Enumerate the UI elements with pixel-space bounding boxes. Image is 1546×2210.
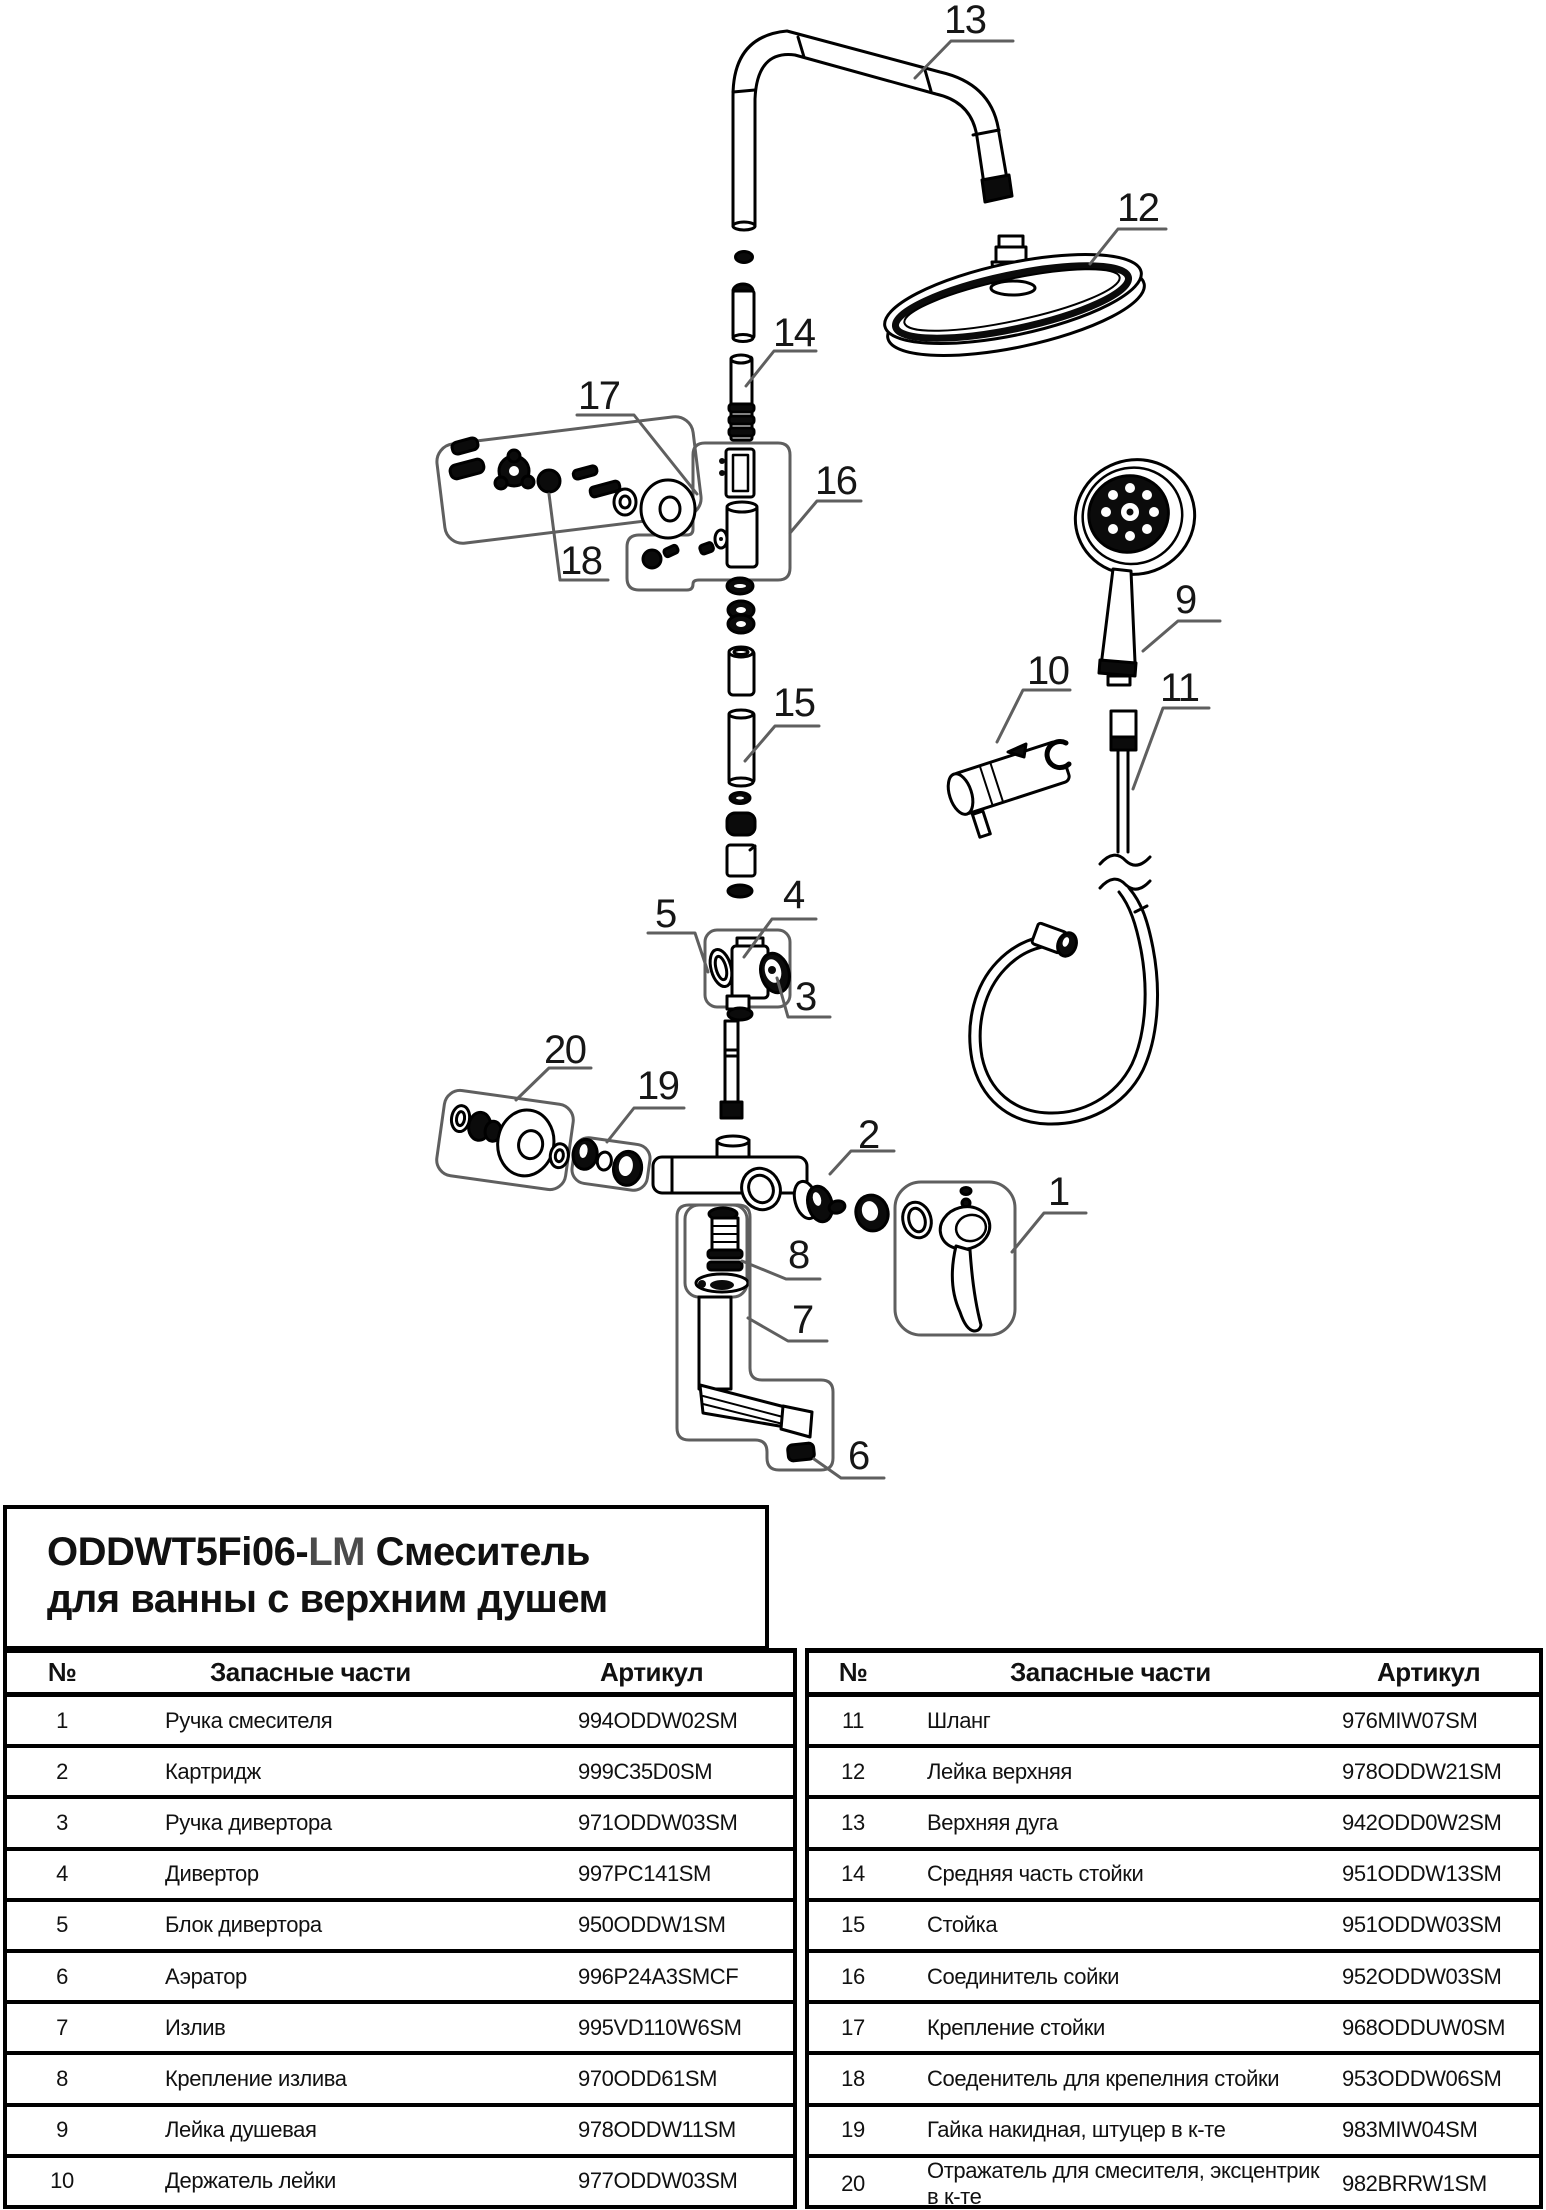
callout-8-label: 8 (788, 1233, 809, 1277)
callout-1-label: 1 (1048, 1170, 1069, 1214)
cell-article: 953ODDW06SM (1342, 2065, 1502, 2091)
cell-part: Средняя часть стойки (927, 1861, 1144, 1887)
header-article: Артикул (1377, 1657, 1481, 1687)
cell-num: 10 (50, 2168, 74, 2194)
cell-article: 978ODDW11SM (578, 2117, 736, 2143)
product-title-line1 (7, 1509, 765, 1576)
callout-10-label: 10 (1027, 649, 1069, 693)
cell-article: 951ODDW03SM (1342, 1912, 1502, 1938)
table-header (809, 1653, 1539, 1697)
callout-9-label: 9 (1175, 578, 1196, 622)
callout-16-label: 16 (815, 459, 857, 503)
table-row (7, 2107, 793, 2158)
aerator-part (787, 1443, 815, 1462)
callout-7-label: 7 (792, 1298, 813, 1342)
cell-num: 6 (56, 1963, 68, 1989)
union-nut-group (569, 1136, 652, 1192)
parts-table-left (3, 1648, 797, 2209)
cell-part: Крепление стойки (927, 2014, 1105, 2040)
callout-4-label: 4 (783, 873, 804, 917)
cell-article: 994ODDW02SM (578, 1707, 738, 1733)
cell-article: 952ODDW03SM (1342, 1963, 1502, 1989)
cell-num: 7 (56, 2014, 68, 2040)
cell-article: 982BRRW1SM (1342, 2170, 1487, 2196)
parts-table-right (805, 1648, 1543, 2209)
callout-19-label: 19 (637, 1064, 679, 1108)
cell-part: Верхняя дуга (927, 1809, 1058, 1835)
cell-num: 9 (56, 2117, 68, 2143)
stand-tube-part (727, 710, 755, 897)
cell-num: 5 (56, 1912, 68, 1938)
overhead-shower-part (877, 236, 1151, 373)
table-row (809, 1748, 1539, 1799)
cell-part: Дивертор (165, 1861, 259, 1887)
product-code-suffix: LM (308, 1530, 365, 1574)
cell-part: Шланг (927, 1707, 991, 1733)
table-row (7, 2055, 793, 2106)
cell-part: Излив (165, 2014, 226, 2040)
table-row (809, 1953, 1539, 2004)
cell-part: Ручка дивертора (165, 1809, 332, 1835)
header-part: Запасные части (210, 1657, 411, 1687)
cell-article: 995VD110W6SM (578, 2014, 742, 2040)
cell-num: 13 (841, 1809, 865, 1835)
callout-18-label: 18 (560, 539, 602, 583)
cell-num: 17 (841, 2014, 865, 2040)
cell-part: Аэратор (165, 1963, 247, 1989)
cell-article: 983MIW04SM (1342, 2117, 1478, 2143)
cell-num: 18 (841, 2065, 865, 2091)
stand-orings (727, 578, 754, 695)
cell-num: 12 (841, 1758, 865, 1784)
table-row (809, 1697, 1539, 1748)
cell-part: Гайка накидная, штуцер в к-те (927, 2117, 1226, 2143)
cell-num: 14 (841, 1861, 865, 1887)
cell-part: Соединитель сойки (927, 1963, 1120, 1989)
header-part: Запасные части (1010, 1657, 1211, 1687)
cell-article: 978ODDW21SM (1342, 1758, 1502, 1784)
middle-stand-part (729, 355, 754, 440)
cartridge-part (790, 1179, 892, 1235)
callout-12-label: 12 (1117, 186, 1159, 230)
table-row (7, 2158, 793, 2209)
table-row (809, 2004, 1539, 2055)
cell-num: 8 (56, 2065, 68, 2091)
hand-shower-part (1059, 443, 1211, 685)
callout-13-label: 13 (944, 0, 986, 42)
cell-article: 997PC141SM (578, 1861, 711, 1887)
callout-6-label: 6 (848, 1434, 869, 1478)
escutcheon-group (435, 1088, 576, 1191)
header-num: № (838, 1657, 868, 1687)
callout-3-label: 3 (795, 975, 816, 1019)
cell-article: 950ODDW1SM (578, 1912, 726, 1938)
mixer-handle-group (895, 1182, 1015, 1335)
table-row (809, 2055, 1539, 2106)
table-row (7, 1697, 793, 1748)
cell-article: 999C35D0SM (578, 1758, 713, 1784)
cell-article: 951ODDW13SM (1342, 1861, 1502, 1887)
cell-num: 11 (841, 1707, 865, 1733)
stand-joint-parts (733, 252, 754, 342)
cell-article: 996P24A3SMCF (578, 1963, 739, 1989)
spout-fixing-group (685, 1205, 748, 1297)
cell-num: 2 (56, 1758, 68, 1784)
cell-article: 977ODDW03SM (578, 2168, 738, 2194)
table-row (7, 1799, 793, 1850)
header-article: Артикул (600, 1657, 704, 1687)
product-name: Смеситель (364, 1530, 590, 1574)
cell-part: Блок дивертора (165, 1912, 322, 1938)
header-num: № (47, 1657, 77, 1687)
cell-article: 976MIW07SM (1342, 1707, 1478, 1733)
callout-14-label: 14 (773, 311, 815, 355)
table-row (7, 1902, 793, 1953)
table-row (809, 1799, 1539, 1850)
stand-fixing-group (435, 415, 703, 546)
cell-part: Лейка душевая (165, 2117, 317, 2143)
top-arc-part (733, 31, 1012, 230)
cell-num: 1 (56, 1707, 68, 1733)
callout-labels (544, 0, 1199, 1478)
table-row (809, 1851, 1539, 1902)
table-header (7, 1653, 793, 1697)
table-row (7, 1851, 793, 1902)
cell-part: Отражатель для смесителя, эксцентрик в к-те (927, 2157, 1320, 2209)
cell-part: Соеденитель для крепелния стойки (927, 2065, 1280, 2091)
callout-15-label: 15 (773, 681, 815, 725)
cell-part: Крепление излива (165, 2065, 347, 2091)
table-row (7, 2004, 793, 2055)
callout-2-label: 2 (858, 1113, 879, 1157)
cell-part: Держатель лейки (165, 2168, 336, 2194)
divertor-block-group (705, 930, 794, 1118)
table-row (809, 2158, 1539, 2209)
callout-11-label: 11 (1160, 666, 1199, 710)
cell-part: Ручка смесителя (165, 1707, 333, 1733)
cell-part: Стойка (927, 1912, 998, 1938)
cell-num: 15 (841, 1912, 865, 1938)
callout-5-label: 5 (655, 892, 676, 936)
cell-part: Картридж (165, 1758, 261, 1784)
shower-holder-part (944, 740, 1079, 842)
cell-num: 16 (841, 1963, 865, 1989)
cell-article: 968ODDUW0SM (1342, 2014, 1506, 2040)
cell-part: Лейка верхняя (927, 1758, 1072, 1784)
cell-num: 3 (56, 1809, 68, 1835)
table-row (809, 2107, 1539, 2158)
cell-article: 942ODD0W2SM (1342, 1809, 1502, 1835)
cell-article: 971ODDW03SM (578, 1809, 738, 1835)
cell-num: 4 (56, 1861, 68, 1887)
product-title-line2: для ванны с верхним душем (47, 1577, 608, 1621)
callout-17-label: 17 (578, 374, 620, 418)
callout-20-label: 20 (544, 1028, 586, 1072)
table-row (7, 1953, 793, 2004)
cell-num: 20 (841, 2170, 865, 2196)
product-code: ODDWT5Fi06- (47, 1530, 309, 1574)
title-box (3, 1505, 769, 1650)
cell-article: 970ODD61SM (578, 2065, 718, 2091)
cell-num: 19 (841, 2117, 865, 2143)
table-row (809, 1902, 1539, 1953)
table-row (7, 1748, 793, 1799)
